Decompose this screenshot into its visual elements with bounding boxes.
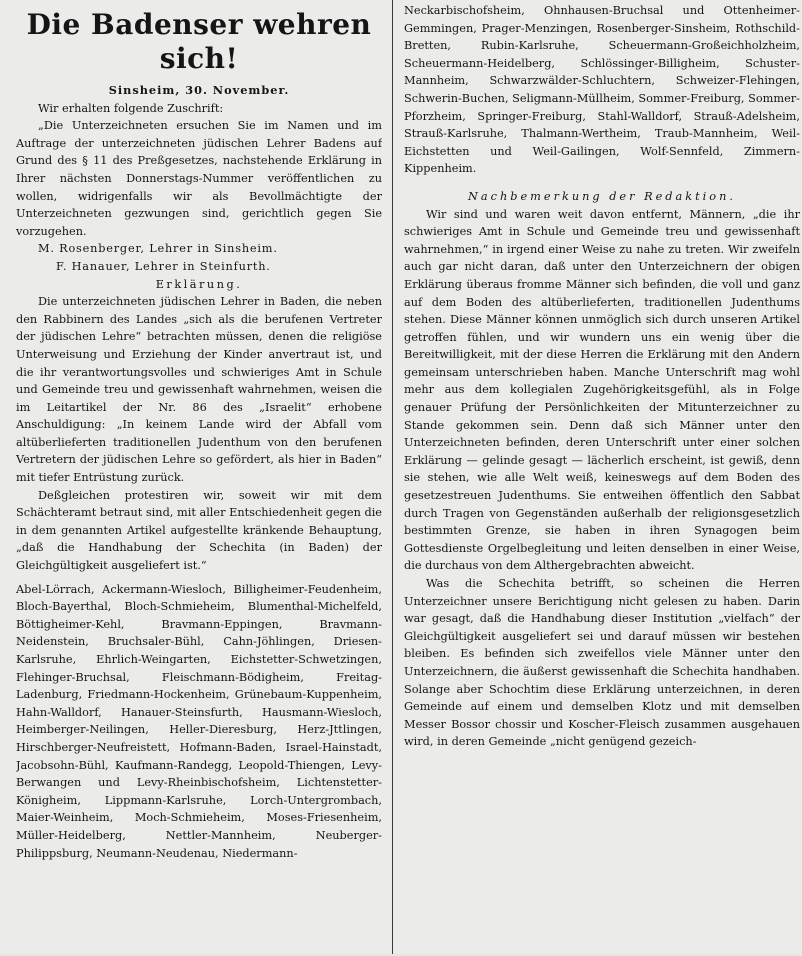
signatory-list-right: Neckarbischofsheim, Ohnhausen-Bruchsal und Ottenheimer-Gemmingen, Prager-Menzingen, Rosenberger-Sinsheim, Rothschild-Bretten, Rubin-Karlsruhe, Scheuermann-Großeichholzheim, Scheuermann-Heidelberg, Schlössinger-Billigheim, Schuster-Mannheim, Schwarzwälder-Schluchtern, Schweizer-Flehingen, Schwerin-Buchen, Seligmann-Müllheim, Sommer-Freiburg, Sommer-Pforzheim, Springer-Freiburg, Stahl-Walldorf, Strauß-Adelsheim, Strauß-Karlsruhe, Thalmann-Wertheim, Traub-Mannheim, Weil-Eichstetten und Weil-Gailingen, Wolf-Sennfeld, Zimmern-Kippenheim.: [404, 4, 800, 176]
right-column: [404, 2, 800, 956]
column-divider: [392, 0, 393, 954]
signatory-list-left: Abel-Lörrach, Ackermann-Wiesloch, Billigheimer-Feudenheim, Bloch-Bayerthal, Bloch-Schmieheim, Blumenthal-Michelfeld, Böttigheimer-Kehl, Bravmann-Eppingen, Bravmann-Neidenstein, Bruchsaler-Bühl, Cahn-Jöhlingen, Driesen-Karlsruhe, Ehrlich-Weingarten, Eichstetter-Schwetzingen, Flehinger-Bruchsal, Fleischmann-Bödigheim, Freitag-Ladenburg, Friedmann-Hockenheim, Grünebaum-Kuppenheim, Hahn-Walldorf, Hanauer-Steinsfurth, Hausmann-Wiesloch, Heimberger-Neilingen, Heller-Dieresburg, Herz-Jttlingen, Hirschberger-Neufreistett, Hofmann-Baden, Israel-Hainstadt, Jacobsohn-Bühl, Kaufmann-Randegg, Leopold-Thiengen, Levy-Berwangen und Levy-Rheinbischofsheim, Lichtenstetter-Königheim, Lippmann-Karlsruhe, Lorch-Untergrombach, Maier-Weinheim, Moch-Schmieheim, Moses-Friesenheim, Müller-Heidelberg, Nettler-Mannheim, Neuberger-Philippsburg, Neumann-Neudenau, Niedermann-: [16, 582, 382, 860]
declaration-heading: Erklärung.: [155, 277, 243, 291]
remark-paragraph-2: Was die Schechita betrifft, so scheinen die Herren Unterzeichner unsere Berichtigung nicht gelesen zu haben. Darin war gesagt, daß die Handhabung dieser Institution „vielfach“ der Gleichgültigkeit ausgeliefert sei und darauf müssen wir bestehen bleiben. Es befinden sich zweifellos viele Männer unter den Unterzeichnern, die äußerst gewissenhaft die Schechita handhaben. Solange aber Schochtim diese Erklärung unterzeichnen, in deren Gemeinde auf einem und demselben Klotz und mit demselben Messer Bossor chossir und Koscher-Fleisch zusammen ausgehauen wird, in deren Gemeinde „nicht genügend gezeich-: [404, 577, 800, 749]
declaration-paragraph-2: Deßgleichen protestiren wir, soweit wir mit dem Schächteramt betraut sind, mit aller Entschiedenheit gegen die in dem genannten Artikel aufgestellte kränkende Behauptung, „daß die Handhabung der Schechita (in Baden) der Gleichgültigkeit ausgeliefert ist.“: [16, 488, 382, 573]
letter-text: „Die Unterzeichneten ersuchen Sie im Namen und im Auftrage der unterzeichneten jüdischen Lehrer Badens auf Grund des § 11 des Preßgesetzes, nachstehende Erklärung in Ihrer nächsten Donnerstags-Nummer veröffentlichen zu wollen, widrigenfalls wir als Bevollmächtigte der Unterzeichneten gezwungen sind, gerichtlich gegen Sie vorzugehen.: [16, 119, 382, 238]
intro-line: Wir erhalten folgende Zuschrift:: [38, 101, 224, 115]
declaration-paragraph-1: Die unterzeichneten jüdischen Lehrer in Baden, die neben den Rabbinern des Landes „sich als die berufenen Vertreter der jüdischen Lehre“ betrachten müssen, denen die religiöse Unterweisung und Erziehung der Kinder anvertraut ist, und die ihr verantwortungsvolles und schwieriges Amt in Schule und Gemeinde treu und gewissenhaft wahrnehmen, weisen die im Leitartikel der Nr. 86 des „Israelit“ erhobene Anschuldigung: „In keinem Lande wird der Abfall vom altüberlieferten traditionellen Judenthum von den berufenen Vertretern der jüdischen Lehre so gefördert, als hier in Baden“ mit tiefer Entrüstung zurück.: [16, 295, 382, 485]
remark-paragraph-1: Wir sind und waren weit davon entfernt, Männern, „die ihr schwieriges Amt in Schule und Gemeinde treu und gewissenhaft wahrnehmen,“ in irgend einer Weise zu nahe zu treten. Wir zweifeln auch gar nicht daran, daß unter den Unterzeichnern der obigen Erklärung überaus fromme Männer sich befinden, die voll und ganz auf dem Boden des altüberlieferten, traditionellen Judenthums stehen. Diese Männer können unmöglich sich durch unseren Artikel getroffen fühlen, und wir wundern uns ein wenig über die Bereitwilligkeit, mit der diese Herren die Erklärung mit den Andern gemeinsam unterschrieben haben. Manche Unterschrift mag wohl mehr aus dem kollegialen Zugehörigkeitsgefühl, als in Folge genauer Prüfung der Persönlichkeiten der Mitunterzeichner zu Stande gekommen sein. Denn daß sich Männer unter den Unterzeichneten befinden, deren Unterschrift unter einer solchen Erklärung — gelinde gesagt — lächerlich erscheint, ist gewiß, denn sie stehen, wie alle Welt weiß, keineswegs auf dem Boden des gesetzestreuen Judenthums. Sie entweihen öffentlich den Sabbat durch Tragen von Gegenständen außerhalb der religionsgesetzlich bestimmten Grenze, sie haben in ihren Synagogen beim Gottesdienste Orgelbegleitung und leiten denselben in einer Weise, die durchaus von dem Althergebrachten abweicht.: [404, 207, 800, 573]
signature-hanauer: F. Hanauer, Lehrer in Steinfurth.: [56, 259, 271, 273]
signature-rosenberger: M. Rosenberger, Lehrer in Sinsheim.: [38, 242, 278, 256]
remark-heading: Nachbemerkung der Redaktion.: [468, 189, 736, 203]
article-title: Die Badenser wehren sich!: [26, 8, 372, 75]
dateline: Sinsheim, 30. November.: [108, 83, 290, 97]
left-column: [16, 0, 382, 954]
